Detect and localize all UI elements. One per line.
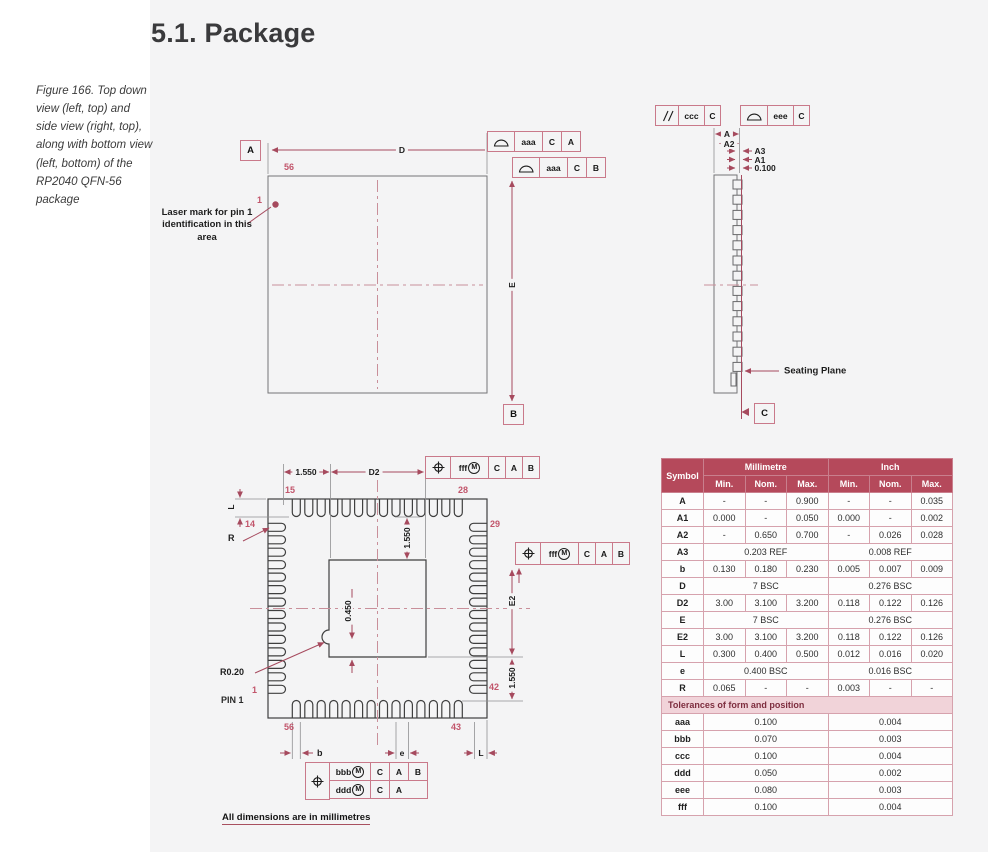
symbol-cell: fff — [662, 799, 704, 816]
pin — [355, 499, 363, 517]
fcf-datum: C — [793, 106, 809, 125]
table-cell: 3.200 — [787, 595, 829, 612]
subheader-cell: Nom. — [870, 476, 912, 493]
side-pin — [733, 286, 742, 295]
pin — [454, 499, 462, 517]
dim-a1-label: A1 — [754, 154, 766, 165]
pin — [429, 499, 437, 517]
side-pin — [733, 362, 742, 371]
datum-b-box: B — [503, 404, 524, 425]
fcf-profile-top-2 — [512, 157, 606, 178]
table-cell: - — [870, 680, 912, 697]
pin — [470, 623, 488, 631]
pin-number-14: 14 — [245, 519, 256, 529]
pin — [470, 660, 488, 668]
table-cell: - — [787, 680, 829, 697]
fcf-position-right — [515, 542, 630, 565]
fcf-datum: B — [522, 457, 539, 478]
dim-d2-label: D2 — [366, 467, 383, 477]
pin — [268, 673, 286, 681]
side-pin — [733, 226, 742, 235]
pin — [470, 586, 488, 594]
pin — [429, 701, 437, 719]
pin — [470, 635, 488, 643]
dim-0100-label: 0.100 — [754, 163, 776, 173]
profile-surface-icon — [488, 132, 514, 151]
pin-number-43: 43 — [451, 722, 462, 732]
dim-e-label: e — [397, 748, 408, 758]
table-row — [662, 578, 953, 595]
pin — [404, 499, 412, 517]
table-cell: 0.203 REF — [704, 544, 829, 561]
dim-b-label: b — [317, 748, 323, 758]
table-cell: 0.000 — [704, 510, 746, 527]
pin — [417, 499, 425, 517]
fcf-datum: C — [578, 543, 595, 564]
symbol-cell: bbb — [662, 731, 704, 748]
table-cell: 0.080 — [704, 782, 829, 799]
fcf-datum: A — [389, 781, 408, 798]
table-row — [662, 680, 953, 697]
pin — [305, 701, 313, 719]
side-pin — [733, 302, 742, 311]
subheader-cell: Min. — [828, 476, 870, 493]
position-icon — [305, 762, 330, 800]
side-pin — [733, 271, 742, 280]
table-cell: 0.126 — [911, 629, 953, 646]
col-inch: Inch — [828, 459, 953, 476]
pin-number-28: 28 — [458, 485, 469, 495]
dim-0450-label: 0.450 — [343, 597, 353, 624]
table-cell: 0.012 — [828, 646, 870, 663]
pin — [470, 611, 488, 619]
dim-e-label: E — [507, 279, 517, 291]
symbol-cell: A — [662, 493, 704, 510]
table-cell: 0.180 — [745, 561, 787, 578]
mmc-icon: M — [558, 548, 570, 560]
table-cell: 0.100 — [704, 748, 829, 765]
pin-number-42: 42 — [489, 682, 500, 692]
fcf-tol-text: ddd — [335, 784, 352, 795]
position-icon — [516, 543, 540, 564]
dim-l-bottom-label: L — [475, 748, 486, 758]
table-row — [662, 663, 953, 680]
fcf-row-ddd — [329, 780, 428, 799]
pin — [268, 523, 286, 531]
symbol-cell: E — [662, 612, 704, 629]
symbol-cell: e — [662, 663, 704, 680]
pin — [417, 701, 425, 719]
pin — [268, 573, 286, 581]
fcf-datum: A — [595, 543, 612, 564]
table-cell: 0.100 — [704, 799, 829, 816]
pin — [470, 573, 488, 581]
table-cell: 3.100 — [745, 629, 787, 646]
pin — [317, 701, 325, 719]
table-cell: 3.00 — [704, 595, 746, 612]
table-cell: 0.118 — [828, 629, 870, 646]
dim-a3-label: A3 — [754, 146, 766, 156]
table-cell: 0.028 — [911, 527, 953, 544]
table-cell: - — [870, 510, 912, 527]
dim-1550-right-label: 1.550 — [507, 664, 517, 691]
table-row — [662, 782, 953, 799]
subheader-cell: Max. — [787, 476, 829, 493]
table-cell: 0.003 — [828, 782, 953, 799]
fcf-datum: A — [389, 763, 408, 780]
fcf-datum: A — [505, 457, 522, 478]
datum-a-box: A — [240, 140, 261, 161]
pin — [442, 499, 450, 517]
table-cell: - — [745, 493, 787, 510]
fcf-tolerance: ccc — [678, 106, 704, 125]
fcf-tolerance — [450, 457, 488, 478]
pin — [268, 561, 286, 569]
fcf-position-bottom — [305, 762, 428, 800]
side-pin — [733, 210, 742, 219]
symbol-cell: D — [662, 578, 704, 595]
pin-number-15: 15 — [285, 485, 296, 495]
table-cell: 7 BSC — [704, 612, 829, 629]
table-cell: 0.300 — [704, 646, 746, 663]
pin — [470, 648, 488, 656]
side-pin — [733, 241, 742, 250]
pin — [268, 586, 286, 594]
pin — [268, 685, 286, 693]
table-row — [662, 765, 953, 782]
pin — [305, 499, 313, 517]
table-cell: - — [828, 493, 870, 510]
symbol-cell: D2 — [662, 595, 704, 612]
table-cell: 3.100 — [745, 595, 787, 612]
pin — [268, 623, 286, 631]
pin — [380, 499, 388, 517]
fcf-tolerance: aaa — [514, 132, 542, 151]
laser-mark-note: Laser mark for pin 1 identification in this area — [161, 207, 253, 243]
parallelism-icon — [656, 106, 678, 125]
table-cell: 0.276 BSC — [828, 578, 953, 595]
side-pin — [733, 256, 742, 265]
table-cell: 0.065 — [704, 680, 746, 697]
figure-caption: Figure 166. Top down view (left, top) and side view (right, top), along with bottom view (left, bottom) of the RP2040 QFN-56 package — [36, 85, 153, 206]
pin — [268, 536, 286, 544]
table-row — [662, 510, 953, 527]
fcf-parallelism — [655, 105, 721, 126]
table-row — [662, 629, 953, 646]
dimensions-note: All dimensions are in millimetres — [222, 812, 371, 823]
table-cell: - — [745, 510, 787, 527]
table-row — [662, 544, 953, 561]
fcf-datum: B — [586, 158, 605, 177]
pin1-label: PIN 1 — [221, 695, 244, 705]
table-header-row — [662, 459, 953, 476]
table-cell: 0.016 BSC — [828, 663, 953, 680]
fcf-tol-text: bbb — [335, 766, 352, 777]
table-row — [662, 714, 953, 731]
table-cell: 0.126 — [911, 595, 953, 612]
table-row — [662, 493, 953, 510]
table-cell: - — [704, 493, 746, 510]
table-cell: - — [745, 680, 787, 697]
mmc-icon: M — [352, 784, 364, 796]
dim-r020-label: R0.20 — [220, 667, 245, 677]
pin-number-56: 56 — [284, 162, 295, 172]
symbol-cell: A1 — [662, 510, 704, 527]
fcf-datum: A — [561, 132, 580, 151]
symbol-cell: A3 — [662, 544, 704, 561]
side-pin — [733, 195, 742, 204]
pin — [380, 701, 388, 719]
fcf-tolerance — [330, 781, 370, 798]
table-row — [662, 595, 953, 612]
pin — [470, 548, 488, 556]
fcf-profile-top-1 — [487, 131, 581, 152]
pin — [292, 701, 300, 719]
pin — [470, 523, 488, 531]
fcf-datum: B — [612, 543, 629, 564]
dimensions-table — [661, 458, 953, 816]
symbol-cell: E2 — [662, 629, 704, 646]
table-cell: 0.016 — [870, 646, 912, 663]
fcf-tol-text: fff — [548, 548, 558, 559]
mmc-icon: M — [468, 462, 480, 474]
fcf-datum: C — [370, 763, 389, 780]
dim-l-top-label: L — [226, 504, 236, 510]
pin — [268, 548, 286, 556]
pin — [268, 598, 286, 606]
pin — [392, 499, 400, 517]
table-cell: 0.650 — [745, 527, 787, 544]
table-cell: 0.004 — [828, 799, 953, 816]
pin — [454, 701, 462, 719]
fcf-tolerance — [540, 543, 578, 564]
dim-1550-mid-label: 1.550 — [402, 524, 412, 551]
symbol-cell: eee — [662, 782, 704, 799]
subheader-cell: Max. — [911, 476, 953, 493]
pin — [268, 635, 286, 643]
table-cell: 0.020 — [911, 646, 953, 663]
fcf-datum: C — [488, 457, 505, 478]
section-title: 5.1. Package — [151, 18, 316, 48]
table-cell: 0.003 — [828, 731, 953, 748]
table-cell: 0.050 — [704, 765, 829, 782]
fcf-profile-side — [740, 105, 810, 126]
pin-number-29: 29 — [490, 519, 501, 529]
col-millimetre: Millimetre — [704, 459, 829, 476]
dim-1550-top-label: 1.550 — [292, 467, 319, 477]
pin — [404, 701, 412, 719]
fcf-tolerance: aaa — [539, 158, 567, 177]
symbol-cell: ccc — [662, 748, 704, 765]
side-view-body — [714, 175, 737, 393]
table-row — [662, 799, 953, 816]
pin — [470, 536, 488, 544]
pin — [470, 561, 488, 569]
table-cell: 0.122 — [870, 595, 912, 612]
subheader-cell: Nom. — [745, 476, 787, 493]
symbol-cell: b — [662, 561, 704, 578]
fcf-datum: C — [704, 106, 720, 125]
table-cell: 0.230 — [787, 561, 829, 578]
pin — [355, 701, 363, 719]
table-cell: 0.122 — [870, 629, 912, 646]
table-cell: 0.276 BSC — [828, 612, 953, 629]
table-row — [662, 731, 953, 748]
table-cell: - — [828, 527, 870, 544]
side-pin — [733, 332, 742, 341]
dim-a2-label: A2 — [721, 139, 738, 149]
table-cell: 0.000 — [828, 510, 870, 527]
profile-surface-icon — [741, 106, 767, 125]
fcf-tol-text: fff — [458, 462, 468, 473]
position-icon — [426, 457, 450, 478]
table-cell: 0.050 — [787, 510, 829, 527]
dim-e2-label: E2 — [507, 593, 517, 609]
fcf-datum: C — [370, 781, 389, 798]
table-section-row — [662, 697, 953, 714]
table-cell: 0.400 BSC — [704, 663, 829, 680]
table-row — [662, 612, 953, 629]
table-cell: 0.400 — [745, 646, 787, 663]
table-subheader-row — [662, 476, 953, 493]
fcf-datum: B — [408, 763, 427, 780]
table-cell: 0.009 — [911, 561, 953, 578]
table-cell: 3.00 — [704, 629, 746, 646]
table-cell: 7 BSC — [704, 578, 829, 595]
table-row — [662, 527, 953, 544]
pin-number-1: 1 — [257, 195, 263, 205]
mmc-icon: M — [352, 766, 364, 778]
table-cell: - — [911, 680, 953, 697]
fcf-datum: C — [542, 132, 561, 151]
table-cell: 0.500 — [787, 646, 829, 663]
pin — [342, 701, 350, 719]
table-cell: 0.005 — [828, 561, 870, 578]
section-header-cell: Tolerances of form and position — [662, 697, 953, 714]
pin — [268, 660, 286, 668]
datum-c-box: C — [754, 403, 775, 424]
symbol-cell: R — [662, 680, 704, 697]
fcf-tolerance — [330, 763, 370, 780]
table-cell: - — [870, 493, 912, 510]
dim-r-label: R — [228, 533, 235, 543]
symbol-cell: ddd — [662, 765, 704, 782]
col-symbol: Symbol — [662, 459, 704, 493]
table-cell: 0.007 — [870, 561, 912, 578]
pin — [317, 499, 325, 517]
pin — [268, 648, 286, 656]
pin — [470, 685, 488, 693]
side-pin — [733, 347, 742, 356]
symbol-cell: A2 — [662, 527, 704, 544]
symbol-cell: aaa — [662, 714, 704, 731]
table-cell: 3.200 — [787, 629, 829, 646]
table-cell: 0.008 REF — [828, 544, 953, 561]
table-cell: 0.070 — [704, 731, 829, 748]
table-cell: 0.026 — [870, 527, 912, 544]
pin1-laser-dot — [272, 201, 278, 207]
pin — [292, 499, 300, 517]
table-cell: 0.900 — [787, 493, 829, 510]
fcf-tolerance: eee — [767, 106, 793, 125]
pin — [342, 499, 350, 517]
dim-d-label: D — [396, 145, 408, 155]
pin — [392, 701, 400, 719]
pin-number-1: 1 — [252, 685, 258, 695]
table-cell: 0.700 — [787, 527, 829, 544]
table-cell: 0.004 — [828, 748, 953, 765]
pin — [330, 701, 338, 719]
table-cell: 0.035 — [911, 493, 953, 510]
subheader-cell: Min. — [704, 476, 746, 493]
pin — [470, 673, 488, 681]
pin — [470, 598, 488, 606]
seating-plane-label: Seating Plane — [784, 365, 847, 377]
table-row — [662, 561, 953, 578]
table-cell: 0.003 — [828, 680, 870, 697]
symbol-cell: L — [662, 646, 704, 663]
table-cell: 0.130 — [704, 561, 746, 578]
table-cell: 0.002 — [828, 765, 953, 782]
table-cell: - — [704, 527, 746, 544]
pin — [367, 701, 375, 719]
side-pin — [733, 180, 742, 189]
pin — [367, 499, 375, 517]
table-row — [662, 646, 953, 663]
table-row — [662, 748, 953, 765]
table-cell: 0.002 — [911, 510, 953, 527]
fcf-position-top — [425, 456, 540, 479]
fcf-datum: C — [567, 158, 586, 177]
side-pin — [731, 373, 736, 386]
table-cell: 0.118 — [828, 595, 870, 612]
fcf-row-bbb — [329, 762, 428, 781]
pin — [268, 611, 286, 619]
dim-a-label: A — [721, 129, 733, 139]
table-cell: 0.100 — [704, 714, 829, 731]
pin — [442, 701, 450, 719]
pin — [330, 499, 338, 517]
table-cell: 0.004 — [828, 714, 953, 731]
pin-number-56: 56 — [284, 722, 295, 732]
profile-surface-icon — [513, 158, 539, 177]
side-pin — [733, 317, 742, 326]
